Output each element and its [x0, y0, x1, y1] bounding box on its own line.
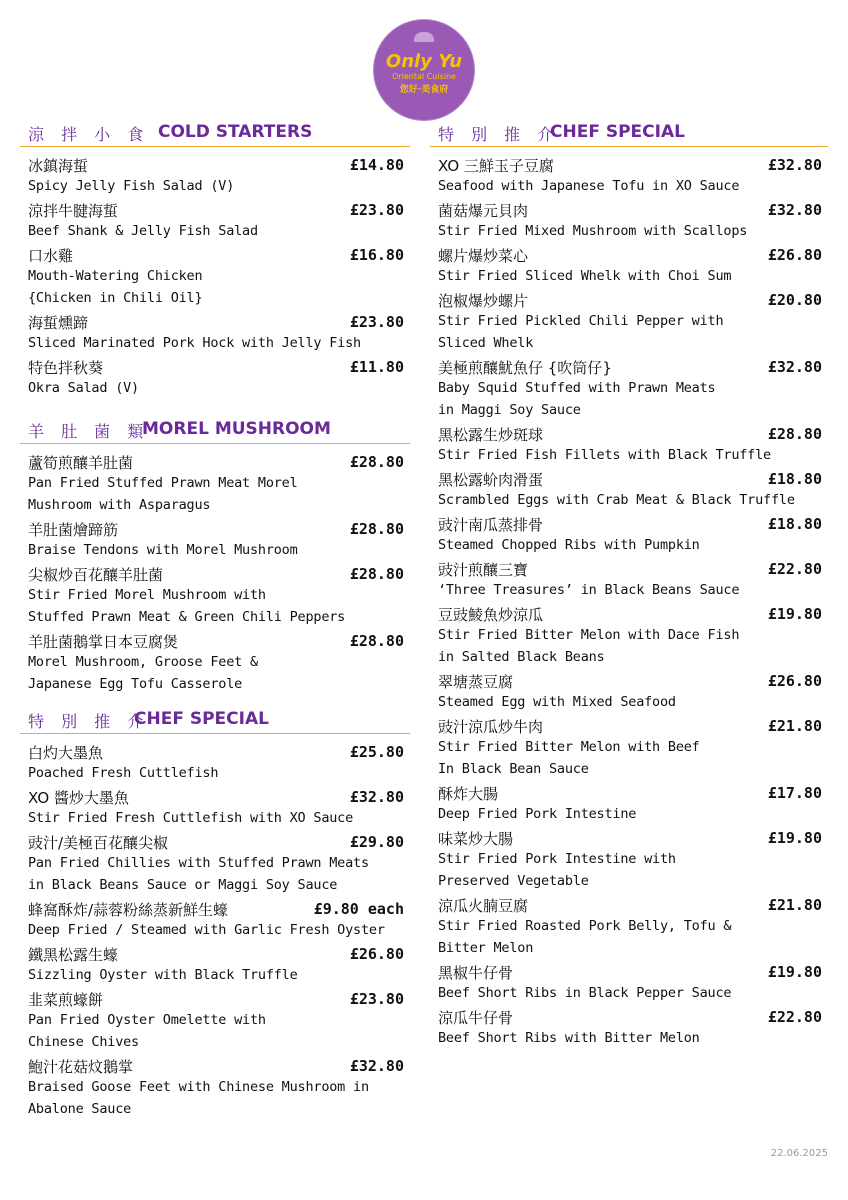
section-title-en: CHEF SPECIAL — [550, 122, 685, 142]
dish-price: £18.80 — [767, 515, 822, 533]
section-chef-special-right — [430, 122, 828, 1048]
dish-price: £21.80 — [767, 717, 822, 735]
logo-chinese: 您好·美食府 — [399, 84, 449, 95]
dish-name-english: ‘Three Treasures’ in Black Beans Sauce — [438, 582, 740, 598]
restaurant-logo — [374, 20, 474, 120]
dish-price: £21.80 — [767, 896, 822, 914]
dish-name-english: Chinese Chives — [28, 1034, 139, 1050]
menu-items — [20, 151, 410, 402]
section-header — [20, 709, 410, 734]
dish-name-english: Japanese Egg Tofu Casserole — [28, 676, 243, 692]
dish-name-chinese: 豉汁南瓜蒸排骨 — [438, 516, 544, 534]
dish-name-chinese: 菌菇爆元貝肉 — [438, 202, 529, 220]
dish-name-chinese: 豆豉鯪魚炒涼瓜 — [438, 606, 544, 624]
dish-name-english: Stir Fried Sliced Whelk with Choi Sum — [438, 268, 732, 284]
dish-name-english: Braise Tendons with Morel Mushroom — [28, 542, 298, 558]
dish-name-english: Stuffed Prawn Meat & Green Chili Peppers — [28, 609, 346, 625]
logo-brand: Only Yu — [385, 50, 463, 72]
dish-price: £28.80 — [349, 565, 404, 583]
dish-price: £19.80 — [767, 829, 822, 847]
dish-price: £32.80 — [349, 788, 404, 806]
dish-price: £23.80 — [349, 313, 404, 331]
dish-name-english: Pan Fried Chillies with Stuffed Prawn Meats — [28, 855, 369, 871]
dish-name-english: Preserved Vegetable — [438, 873, 589, 889]
logo-subtitle: Oriental Cuisine — [392, 71, 456, 81]
section-title-zh: 特 別 推 介 — [28, 712, 150, 731]
dish-price: £19.80 — [767, 963, 822, 981]
dish-name-chinese: 泡椒爆炒螺片 — [438, 292, 529, 310]
dish-name-chinese: 韭菜煎蠔餅 — [28, 991, 104, 1009]
dish-name-english: Poached Fresh Cuttlefish — [28, 765, 219, 781]
dish-name-chinese: 羊肚菌燴蹄筋 — [28, 521, 119, 539]
dish-name-english: Stir Fried Pork Intestine with — [438, 851, 676, 867]
dish-price: £26.80 — [767, 246, 822, 264]
dish-name-english: Beef Short Ribs in Black Pepper Sauce — [438, 985, 732, 1001]
dish-price: £17.80 — [767, 784, 822, 802]
dish-price: £28.80 — [349, 520, 404, 538]
dish-name-chinese: 黑椒牛仔骨 — [438, 964, 514, 982]
dish-name-english: Okra Salad (V) — [28, 380, 139, 396]
dish-name-chinese: 白灼大墨魚 — [28, 744, 104, 762]
dish-name-english: {Chicken in Chili Oil} — [28, 290, 203, 306]
dish-name-english: in Salted Black Beans — [438, 649, 605, 665]
dish-name-english: Bitter Melon — [438, 940, 534, 956]
dish-name-english: Stir Fried Bitter Melon with Dace Fish — [438, 627, 740, 643]
dish-name-chinese: 特色拌秋葵 — [28, 359, 104, 377]
dish-price: £9.80 each — [313, 900, 404, 918]
dish-name-english: Sliced Whelk — [438, 335, 534, 351]
dish-name-chinese: 海蜇燻蹄 — [28, 314, 89, 332]
dish-name-chinese: 豉汁/美極百花釀尖椒 — [28, 834, 169, 852]
section-title-zh: 涼 拌 小 食 — [28, 125, 150, 144]
section-title-en: COLD STARTERS — [158, 122, 313, 142]
dish-name-english: Pan Fried Oyster Omelette with — [28, 1012, 266, 1028]
dish-name-chinese: XO 醬炒大墨魚 — [28, 789, 129, 807]
dish-price: £22.80 — [767, 1008, 822, 1026]
dish-name-chinese: 豉汁涼瓜炒牛肉 — [438, 718, 544, 736]
dish-name-english: Deep Fried / Steamed with Garlic Fresh Oyster — [28, 922, 385, 938]
dish-name-english: in Black Beans Sauce or Maggi Soy Sauce — [28, 877, 338, 893]
dish-name-chinese: 酥炸大腸 — [438, 785, 499, 803]
dish-price: £14.80 — [349, 156, 404, 174]
dish-name-english: Stir Fried Fresh Cuttlefish with XO Sauce — [28, 810, 354, 826]
dish-name-english: Pan Fried Stuffed Prawn Meat Morel — [28, 475, 298, 491]
dish-name-english: Braised Goose Feet with Chinese Mushroom in — [28, 1079, 369, 1095]
dish-price: £32.80 — [349, 1057, 404, 1075]
dish-price: £32.80 — [767, 201, 822, 219]
dish-name-english: Stir Fried Roasted Pork Belly, Tofu & — [438, 918, 732, 934]
dish-name-chinese: 冰鎮海蜇 — [28, 157, 89, 175]
section-header — [20, 122, 410, 147]
chef-hat-icon — [414, 32, 434, 42]
dish-name-chinese: 蜂窩酥炸/蒜蓉粉絲蒸新鮮生蠔 — [28, 901, 229, 919]
dish-name-chinese: 鐵黑松露生蠔 — [28, 946, 119, 964]
dish-name-chinese: 蘆筍煎釀羊肚菌 — [28, 454, 134, 472]
dish-price: £23.80 — [349, 990, 404, 1008]
dish-price: £29.80 — [349, 833, 404, 851]
dish-name-english: Morel Mushroom, Groose Feet & — [28, 654, 258, 670]
section-header — [430, 122, 828, 147]
section-chef-special-left — [20, 709, 410, 1119]
dish-name-english: in Maggi Soy Sauce — [438, 402, 581, 418]
menu-date: 22.06.2025 — [770, 1148, 828, 1159]
dish-name-english: In Black Bean Sauce — [438, 761, 589, 777]
dish-price: £28.80 — [767, 425, 822, 443]
dish-name-chinese: 味菜炒大腸 — [438, 830, 514, 848]
dish-name-english: Baby Squid Stuffed with Prawn Meats — [438, 380, 716, 396]
dish-price: £32.80 — [767, 156, 822, 174]
dish-name-english: Sliced Marinated Pork Hock with Jelly Fish — [28, 335, 361, 351]
dish-name-english: Steamed Egg with Mixed Seafood — [438, 694, 676, 710]
dish-name-english: Stir Fried Pickled Chili Pepper with — [438, 313, 724, 329]
dish-name-english: Mouth-Watering Chicken — [28, 268, 203, 284]
dish-name-english: Spicy Jelly Fish Salad (V) — [28, 178, 235, 194]
dish-price: £22.80 — [767, 560, 822, 578]
dish-name-chinese: 螺片爆炒菜心 — [438, 247, 529, 265]
dish-name-chinese: 黑松露蚧肉滑蛋 — [438, 471, 544, 489]
dish-name-english: Stir Fried Fish Fillets with Black Truffle — [438, 447, 771, 463]
dish-price: £28.80 — [349, 632, 404, 650]
dish-price: £26.80 — [767, 672, 822, 690]
dish-name-chinese: XO 三鮮玉子豆腐 — [438, 157, 554, 175]
dish-price: £28.80 — [349, 453, 404, 471]
dish-name-chinese: 豉汁煎釀三寶 — [438, 561, 529, 579]
dish-name-chinese: 涼拌牛腱海蜇 — [28, 202, 119, 220]
menu-items — [20, 448, 410, 698]
dish-price: £23.80 — [349, 201, 404, 219]
dish-price: £19.80 — [767, 605, 822, 623]
dish-name-english: Steamed Chopped Ribs with Pumpkin — [438, 537, 700, 553]
dish-name-english: Seafood with Japanese Tofu in XO Sauce — [438, 178, 740, 194]
section-title-zh: 特 別 推 介 — [438, 125, 560, 144]
dish-name-english: Beef Shank & Jelly Fish Salad — [28, 223, 258, 239]
dish-name-english: Stir Fried Morel Mushroom with — [28, 587, 266, 603]
dish-name-english: Stir Fried Mixed Mushroom with Scallops — [438, 223, 748, 239]
dish-price: £18.80 — [767, 470, 822, 488]
section-morel-mushroom — [20, 419, 410, 694]
dish-name-english: Abalone Sauce — [28, 1101, 132, 1117]
dish-name-english: Sizzling Oyster with Black Truffle — [28, 967, 298, 983]
dish-name-chinese: 羊肚菌鵝掌日本豆腐煲 — [28, 633, 179, 651]
dish-price: £26.80 — [349, 945, 404, 963]
dish-price: £16.80 — [349, 246, 404, 264]
section-title-en: MOREL MUSHROOM — [142, 419, 331, 439]
dish-name-chinese: 口水雞 — [28, 247, 74, 265]
dish-name-chinese: 黑松露生炒斑球 — [438, 426, 544, 444]
dish-name-english: Stir Fried Bitter Melon with Beef — [438, 739, 700, 755]
section-header — [20, 419, 410, 444]
dish-name-chinese: 美極煎釀魷魚仔 {吹筒仔} — [438, 359, 612, 377]
dish-name-chinese: 鮑汁花菇炆鵝掌 — [28, 1058, 134, 1076]
dish-price: £32.80 — [767, 358, 822, 376]
dish-price: £25.80 — [349, 743, 404, 761]
menu-items — [430, 151, 828, 1052]
dish-name-chinese: 尖椒炒百花釀羊肚菌 — [28, 566, 164, 584]
dish-name-chinese: 翠塘蒸豆腐 — [438, 673, 514, 691]
section-cold-starters — [20, 122, 410, 398]
dish-price: £11.80 — [349, 358, 404, 376]
dish-name-english: Scrambled Eggs with Crab Meat & Black Truffle — [438, 492, 795, 508]
dish-name-english: Mushroom with Asparagus — [28, 497, 211, 513]
dish-name-chinese: 涼瓜牛仔骨 — [438, 1009, 514, 1027]
section-title-zh: 羊 肚 菌 類 — [28, 422, 150, 441]
menu-items — [20, 738, 410, 1123]
dish-name-chinese: 涼瓜火腩豆腐 — [438, 897, 529, 915]
dish-name-english: Deep Fried Pork Intestine — [438, 806, 637, 822]
section-title-en: CHEF SPECIAL — [134, 709, 269, 729]
dish-price: £20.80 — [767, 291, 822, 309]
dish-name-english: Beef Short Ribs with Bitter Melon — [438, 1030, 700, 1046]
